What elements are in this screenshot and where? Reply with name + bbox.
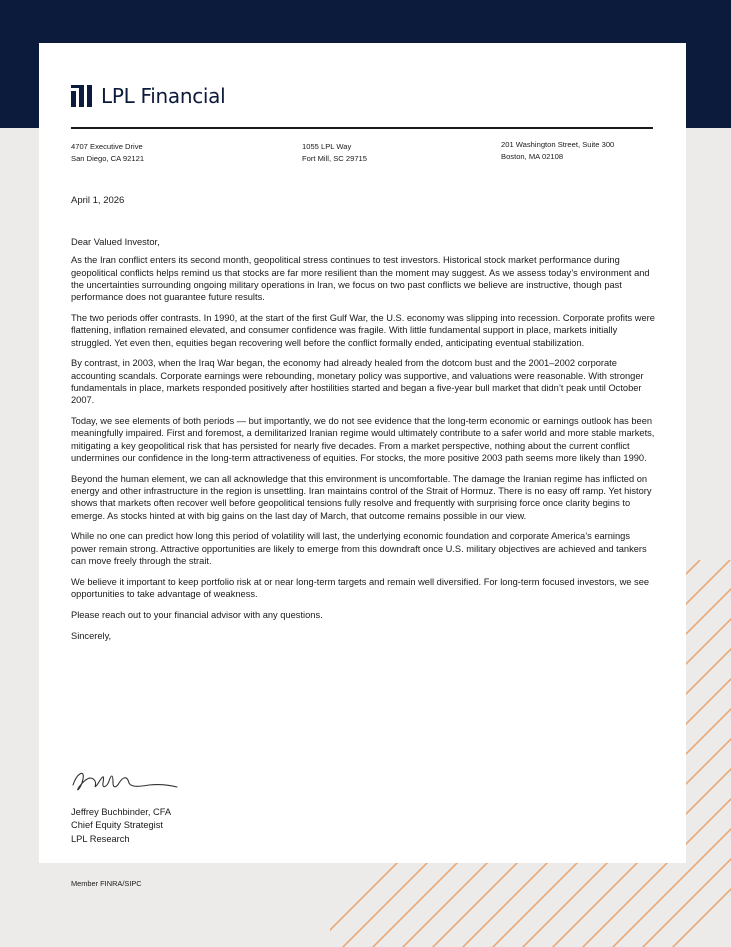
- address-line: San Diego, CA 92121: [71, 154, 145, 163]
- member-finra-sipc: Member FINRA/SIPC: [71, 879, 142, 888]
- signer-block: [71, 806, 171, 846]
- signer-name: Jeffrey Buchbinder, CFA: [71, 807, 172, 817]
- lpl-logo-icon: [71, 85, 95, 107]
- paragraph: The two periods offer contrasts. In 1990, at the start of the first Gulf War, the U.S. economy was slipping into recession. Corporate profits were flattening, inflation remained elevated, and consumer confidence was fragile. With little fundamental support in place, markets initially struggled. Yet even then, equities began recovering well before the conflict formally ended, anticipating eventual stabilization.: [71, 312, 655, 348]
- header-rule: [71, 127, 653, 129]
- address-line: Fort Mill, SC 29715: [302, 154, 367, 163]
- address-line: 4707 Executive Drive: [71, 142, 143, 151]
- address-fort-mill: [302, 141, 367, 165]
- address-san-diego: [71, 141, 144, 165]
- paragraph: We believe it important to keep portfolio risk at or near long-term targets and remain well diversified. For long-term focused investors, we see opportunities to take advantage of weakness.: [71, 576, 650, 600]
- letter-body: [71, 236, 655, 651]
- handwritten-signature: [71, 765, 181, 797]
- closing: Sincerely,: [71, 630, 112, 641]
- paragraph: Today, we see elements of both periods — but importantly, we do not see evidence that the long-term economic or earnings outlook has been meaningfully impaired. First and foremost, a demilitarized Iranian regime would ultimately contribute to a safer world and more stable markets, mitigating a key geopolitical risk that has persisted for nearly five decades. From a market perspective, nothing about the current conflict undermines our confidence in the long-term attractiveness of equities. For stocks, the more positive 2003 path seems more likely than 1990.: [71, 416, 655, 463]
- paragraph: By contrast, in 2003, when the Iraq War began, the economy had already healed from the dotcom bust and the 2001–2002 corporate accounting scandals. Corporate earnings were rebounding, monetary policy was supportive, and valuations were reasonable. With stronger fundamentals in place, markets responded positively after hostilities started and began a five-year bull market that didn’t peak until October 2007.: [71, 358, 644, 406]
- letter-date: April 1, 2026: [71, 195, 125, 206]
- address-line: 1055 LPL Way: [302, 142, 352, 151]
- address-line: 201 Washington Street, Suite 300: [501, 140, 615, 149]
- signer-title: Chief Equity Strategist: [71, 820, 163, 831]
- paragraph: Please reach out to your financial advisor with any questions.: [71, 609, 323, 620]
- address-line: Boston, MA 02108: [501, 152, 564, 161]
- brand-name: LPL Financial: [101, 84, 226, 108]
- letter-page: [39, 43, 686, 863]
- paragraph: Beyond the human element, we can all acknowledge that this environment is uncomfortable. The damage the Iranian regime has inflicted on energy and other infrastructure in the region is unsettling. Iran maintains control of the Strait of Hormuz. There is no easy off ramp. Yet history shows that markets often recover well before geopolitical tensions fully resolve and frequently with surprising force once clarity begins to emerge. As stocks hinted at with big gains on the last day of March, that outcome remains possible in our view.: [71, 473, 652, 521]
- paragraph: While no one can predict how long this period of volatility will last, the underlying economic foundation and corporate America’s earnings power remain strong. Attractive opportunities are likely to emerge from this downdraft once U.S. military objectives are achieved and tankers can move freely through the strait.: [71, 531, 647, 567]
- paragraph: As the Iran conflict enters its second month, geopolitical stress continues to test investors. Historical stock market performance during geopolitical conflicts helps remind us that stocks are far more resilient than the moment may suggest. As we assess today’s environment and the uncertainties surrounding ongoing military operations in Iran, we focus on two past conflicts we believe are instructive, though past performance does not guarantee future results.: [71, 255, 650, 303]
- signer-dept: LPL Research: [71, 833, 130, 844]
- address-boston: [501, 139, 614, 163]
- brand-logo: [71, 84, 225, 108]
- salutation: Dear Valued Investor,: [71, 237, 160, 247]
